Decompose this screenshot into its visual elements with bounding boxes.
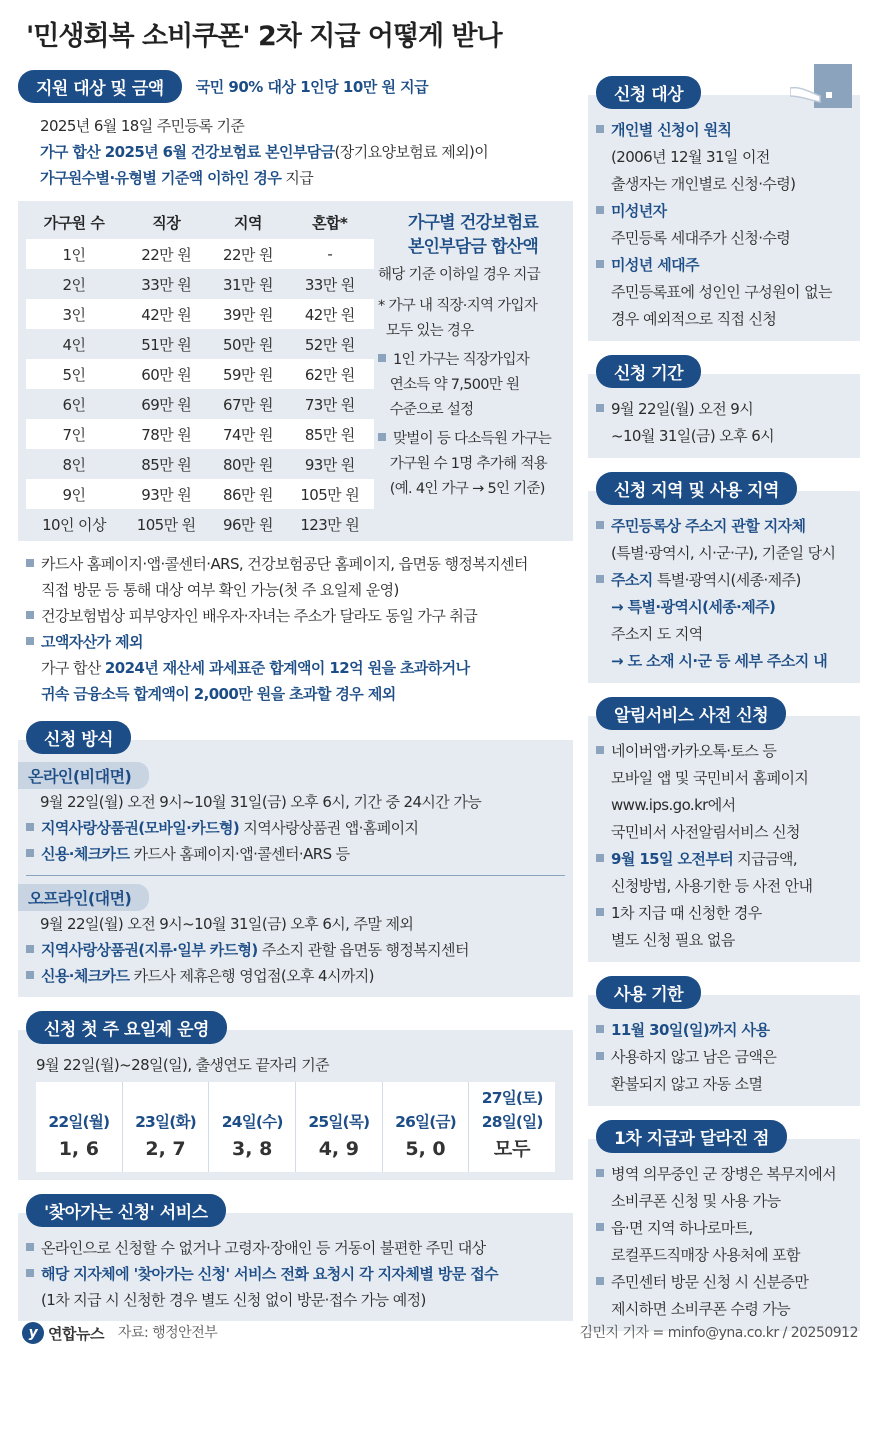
bullet-icon — [596, 1277, 604, 1285]
period-item: ~10월 31일(금) 오후 6시 — [611, 427, 775, 445]
day-label-top — [296, 1086, 382, 1110]
week-badge: 신청 첫 주 요일제 운영 — [26, 1011, 227, 1044]
expire-item: 환불되지 않고 자동 소멸 — [611, 1075, 763, 1093]
bullet-icon — [596, 746, 604, 754]
offline-period: 9월 22일(월) 오전 9시~10월 31일(금) 오후 6시, 주말 제외 — [40, 915, 414, 933]
table-cell: 73만 원 — [304, 395, 355, 414]
table-cell: 86만 원 — [210, 479, 285, 509]
online-item: 신용·체크카드 카드사 홈페이지·앱·콜센터·ARS 등 — [26, 841, 565, 867]
table-row — [26, 239, 374, 269]
bullet-icon — [26, 945, 34, 953]
bullet-icon — [26, 1269, 34, 1277]
birth-year-digits: 1, 6 — [58, 1138, 99, 1160]
note-item: 건강보험법상 피부양자인 배우자·자녀는 주소가 달라도 동일 가구 취급 — [26, 603, 573, 629]
week-box — [18, 1030, 573, 1180]
hand-card-icon — [790, 62, 860, 110]
alert-item: 9월 15일 오전부터 지급금액, — [596, 846, 852, 873]
note-item: 직접 방문 등 통해 대상 여부 확인 가능(첫 주 요일제 운영) — [41, 581, 399, 599]
bullet-icon — [596, 206, 604, 214]
table-row — [26, 329, 374, 359]
bullet-icon — [596, 1052, 604, 1060]
expire-badge: 사용 기한 — [596, 976, 701, 1009]
alert-section — [588, 697, 860, 962]
bullet-icon — [596, 854, 604, 862]
table-cell: 96만 원 — [223, 515, 273, 534]
divider — [26, 875, 565, 876]
expire-item: 11월 30일(일)까지 사용 — [596, 1017, 852, 1044]
day-cell — [383, 1082, 470, 1172]
offline-item: 신용·체크카드 카드사 제휴은행 영업점(오후 4시까지) — [26, 963, 565, 989]
diff-item: 병역 의무중인 군 장병은 복무지에서 — [596, 1161, 852, 1188]
bullet-icon — [26, 611, 34, 619]
side-note: * 가구 내 직장·지역 가입자 모두 있는 경우 — [378, 298, 538, 339]
table-cell: 42만 원 — [285, 299, 374, 329]
left-column — [18, 70, 573, 1321]
table-cell: 60만 원 — [122, 359, 210, 389]
table-cell: - — [285, 239, 374, 269]
day-cell — [123, 1082, 210, 1172]
diff-item: 소비쿠폰 신청 및 사용 가능 — [611, 1192, 781, 1210]
region-section — [588, 472, 860, 683]
bullet-icon — [26, 823, 34, 831]
table-cell: 59만 원 — [210, 359, 285, 389]
bullet-icon — [596, 1223, 604, 1231]
table-cell: 52만 원 — [304, 335, 355, 354]
offline-label: 오프라인(대면) — [18, 884, 149, 911]
eligibility-notes — [18, 541, 573, 707]
bullet-icon — [596, 908, 604, 916]
note-item: 카드사 홈페이지·앱·콜센터·ARS, 건강보험공단 홈페이지, 읍면동 행정복지센터 — [26, 551, 573, 577]
alert-item: 별도 신청 필요 없음 — [611, 931, 735, 949]
table-cell: 31만 원 — [223, 275, 273, 294]
day-cell — [469, 1082, 555, 1172]
target-item: 출생자는 개인별로 신청·수령) — [611, 175, 796, 193]
table-cell: 9인 — [26, 479, 122, 509]
eligibility-line2: 가구 합산 2025년 6월 건강보험료 본인부담금(장기요양보험료 제외)이 — [40, 143, 489, 161]
target-item: 미성년 세대주 — [596, 252, 852, 279]
visit-item: 온라인으로 신청할 수 없거나 고령자·장애인 등 거동이 불편한 주민 대상 — [26, 1235, 565, 1261]
bullet-icon — [26, 971, 34, 979]
table-cell: 50만 원 — [223, 335, 273, 354]
source-text: 자료: 행정안전부 — [117, 1325, 218, 1341]
table-cell: 22만 원 — [122, 239, 210, 269]
visit-item: 해당 지자체에 '찾아가는 신청' 서비스 전화 요청시 각 지자체별 방문 접수 — [26, 1261, 565, 1287]
week-desc: 9월 22일(월)~28일(일), 출생연도 끝자리 기준 — [36, 1056, 329, 1074]
day-cell — [36, 1082, 123, 1172]
table-cell: 93만 원 — [122, 479, 210, 509]
alert-item: 모바일 앱 및 국민비서 홈페이지 — [611, 769, 809, 787]
diff-section — [588, 1120, 860, 1331]
week-days — [36, 1082, 555, 1172]
visit-item: (1차 지급 시 신청한 경우 별도 신청 없이 방문·접수 가능 예정) — [41, 1291, 426, 1309]
target-badge: 신청 대상 — [596, 76, 701, 109]
table-row — [26, 389, 374, 419]
bullet-icon — [596, 1025, 604, 1033]
table-row — [26, 509, 374, 539]
target-box — [588, 95, 860, 341]
alert-item: 신청방법, 사용기한 등 사전 안내 — [611, 877, 813, 895]
eligibility-header — [18, 70, 573, 103]
target-section — [588, 76, 860, 341]
region-item: 주민등록상 주소지 관할 지자체 — [596, 513, 852, 540]
table-cell: 93만 원 — [304, 455, 355, 474]
credit-text: 김민지 기자 = minfo@yna.co.kr / 20250912 — [579, 1325, 858, 1341]
day-label: 26일(금) — [395, 1113, 456, 1131]
bullet-icon — [378, 354, 386, 362]
alert-item: www.ips.go.kr에서 — [611, 796, 736, 814]
side-note: 맞벌이 등 다소득원 가구는 가구원 수 1명 추가해 적용 (예. 4인 가구 → 5인 기준) — [378, 427, 568, 502]
table-cell: 6인 — [62, 395, 86, 414]
col-header: 혼합* — [312, 213, 348, 232]
offline-item: 지역사랑상품권(지류·일부 카드형) 주소지 관할 읍면동 행정복지센터 — [26, 937, 565, 963]
day-cell — [209, 1082, 296, 1172]
region-box — [588, 491, 860, 683]
day-label-top — [36, 1086, 122, 1110]
period-item: 9월 22일(월) 오전 9시 — [596, 396, 852, 423]
birth-year-digits: 2, 7 — [145, 1138, 186, 1160]
expire-section — [588, 976, 860, 1106]
table-cell: 33만 원 — [141, 275, 192, 294]
alert-item: 1차 지급 때 신청한 경우 — [596, 900, 852, 927]
day-label: 28일(일) — [481, 1113, 543, 1131]
day-label: 24일(수) — [221, 1113, 283, 1131]
day-label-top — [123, 1086, 209, 1110]
bullet-icon — [596, 404, 604, 412]
note-item: 가구 합산 2024년 재산세 과세표준 합계액이 12억 원을 초과하거나 — [41, 659, 470, 677]
region-item: (특별·광역시, 시·군·구), 기준일 당시 — [611, 544, 836, 562]
online-item: 지역사랑상품권(모바일·카드형) 지역사랑상품권 앱·홈페이지 — [26, 815, 565, 841]
table-cell: 105만 원 — [136, 515, 196, 534]
bullet-icon — [596, 125, 604, 133]
table-cell: 10인 이상 — [42, 515, 106, 534]
bullet-icon — [378, 433, 386, 441]
region-item: 주소지 특별·광역시(세종·제주) — [596, 567, 852, 594]
table-cell: 8인 — [62, 455, 86, 474]
table-row — [26, 269, 374, 299]
day-label: 25일(목) — [308, 1113, 370, 1131]
table-cell: 123만 원 — [300, 515, 360, 534]
target-item: (2006년 12월 31일 이전 — [611, 148, 770, 166]
table-cell: 5인 — [26, 359, 122, 389]
expire-item: 사용하지 않고 남은 금액은 — [596, 1044, 852, 1071]
table-cell: 42만 원 — [122, 299, 210, 329]
note-item: 고액자산가 제외 — [26, 629, 573, 655]
alert-box — [588, 716, 860, 962]
page-title: '민생회복 소비쿠폰' 2차 지급 어떻게 받나 — [26, 21, 502, 52]
visit-section — [18, 1194, 573, 1321]
table-row — [26, 419, 374, 449]
table-cell: 22만 원 — [210, 239, 285, 269]
birth-year-digits: 4, 9 — [318, 1138, 359, 1160]
birth-year-digits: 5, 0 — [405, 1138, 446, 1160]
footer — [22, 1322, 858, 1344]
diff-item: 주민센터 방문 신청 시 신분증만 — [596, 1269, 852, 1296]
region-item: → 특별·광역시(세종·제주) — [611, 598, 776, 616]
eligibility-line3: 가구원수별·유형별 기준액 이하인 경우 지급 — [40, 169, 314, 187]
table-cell: 33만 원 — [304, 275, 355, 294]
bullet-icon — [26, 1243, 34, 1251]
table-cell: 85만 원 — [141, 455, 192, 474]
table-cell: 2인 — [62, 275, 86, 294]
birth-year-digits: 3, 8 — [232, 1138, 273, 1160]
alert-item: 국민비서 사전알림서비스 신청 — [611, 823, 800, 841]
visit-box — [18, 1213, 573, 1321]
table-row — [26, 479, 374, 509]
visit-badge: '찾아가는 신청' 서비스 — [26, 1194, 226, 1227]
eligibility-body — [18, 103, 573, 191]
region-badge: 신청 지역 및 사용 지역 — [596, 472, 797, 505]
table-cell: 39만 원 — [210, 299, 285, 329]
expire-box — [588, 995, 860, 1106]
bullet-icon — [596, 521, 604, 529]
period-badge: 신청 기간 — [596, 355, 701, 388]
day-label-top: 27일(토) — [481, 1089, 543, 1107]
table-side-notes — [378, 211, 568, 502]
bullet-icon — [596, 1169, 604, 1177]
target-item: 미성년자 — [596, 198, 852, 225]
table-row — [26, 299, 374, 329]
bullet-icon — [596, 575, 604, 583]
eligibility-headline: 국민 90% 대상 1인당 10만 원 지급 — [195, 78, 429, 96]
target-item: 개인별 신청이 원칙 — [596, 117, 852, 144]
eligibility-line1: 2025년 6월 18일 주민등록 기준 — [40, 117, 245, 135]
table-cell: 69만 원 — [141, 395, 192, 414]
table-cell: 7인 — [26, 419, 122, 449]
side-title: 가구별 건강보험료 본인부담금 합산액 — [407, 213, 539, 257]
table-cell: 1인 — [26, 239, 122, 269]
col-header: 지역 — [233, 213, 262, 232]
table-row — [26, 359, 374, 389]
apply-badge: 신청 방식 — [26, 721, 131, 754]
side-note: 1인 가구는 직장가입자 연소득 약 7,500만 원 수준으로 설정 — [378, 348, 568, 423]
table-cell: 51만 원 — [141, 335, 192, 354]
diff-item: 로컬푸드직매장 사용처에 포함 — [611, 1246, 800, 1264]
right-column — [588, 62, 860, 1331]
bullet-icon — [596, 260, 604, 268]
table-cell: 74만 원 — [210, 419, 285, 449]
alert-badge: 알림서비스 사전 신청 — [596, 697, 786, 730]
day-label: 22일(월) — [48, 1113, 110, 1131]
region-item: 주소지 도 지역 — [611, 625, 703, 643]
week-section — [18, 1011, 573, 1180]
table-cell: 67만 원 — [223, 395, 273, 414]
target-item: 주민등록 세대주가 신청·수령 — [611, 229, 791, 247]
apply-box — [18, 740, 573, 997]
diff-item: 제시하면 소비쿠폰 수령 가능 — [611, 1300, 791, 1318]
bullet-icon — [26, 637, 34, 645]
bullet-icon — [26, 849, 34, 857]
region-item: → 도 소재 시·군 등 세부 주소지 내 — [611, 652, 828, 670]
apply-section — [18, 721, 573, 997]
table-row — [26, 449, 374, 479]
day-label-top — [383, 1086, 469, 1110]
target-item: 경우 예외적으로 직접 신청 — [611, 310, 777, 328]
table-cell: 105만 원 — [285, 479, 374, 509]
eligibility-badge: 지원 대상 및 금액 — [18, 70, 182, 103]
diff-box — [588, 1139, 860, 1331]
col-header: 직장 — [152, 213, 181, 232]
table-cell: 62만 원 — [285, 359, 374, 389]
day-label-top — [209, 1086, 295, 1110]
day-cell — [296, 1082, 383, 1172]
yonhap-logo-icon: y — [22, 1322, 44, 1344]
note-item: 귀속 금융소득 합계액이 2,000만 원을 초과할 경우 제외 — [41, 685, 396, 703]
col-header: 가구원 수 — [43, 213, 105, 232]
table-cell: 85만 원 — [285, 419, 374, 449]
diff-item: 읍·면 지역 하나로마트, — [596, 1215, 852, 1242]
threshold-table-box — [18, 201, 573, 541]
side-note: 해당 기준 이하일 경우 지급 — [378, 267, 541, 283]
period-section — [588, 355, 860, 458]
birth-year-digits: 모두 — [493, 1138, 531, 1160]
table-cell: 78만 원 — [122, 419, 210, 449]
target-item: 주민등록표에 성인인 구성원이 없는 — [611, 283, 832, 301]
online-label: 온라인(비대면) — [18, 762, 149, 789]
diff-badge: 1차 지급과 달라진 점 — [596, 1120, 787, 1153]
day-label: 23일(화) — [135, 1113, 196, 1131]
threshold-table — [26, 205, 374, 539]
table-cell: 80만 원 — [223, 455, 273, 474]
yonhap-logo: y 연합뉴스 — [22, 1322, 104, 1344]
table-cell: 4인 — [62, 335, 86, 354]
online-period: 9월 22일(월) 오전 9시~10월 31일(금) 오후 6시, 기간 중 24시간 가능 — [40, 793, 482, 811]
bullet-icon — [26, 559, 34, 567]
alert-item: 네이버앱·카카오톡·토스 등 — [596, 738, 852, 765]
table-cell: 3인 — [26, 299, 122, 329]
